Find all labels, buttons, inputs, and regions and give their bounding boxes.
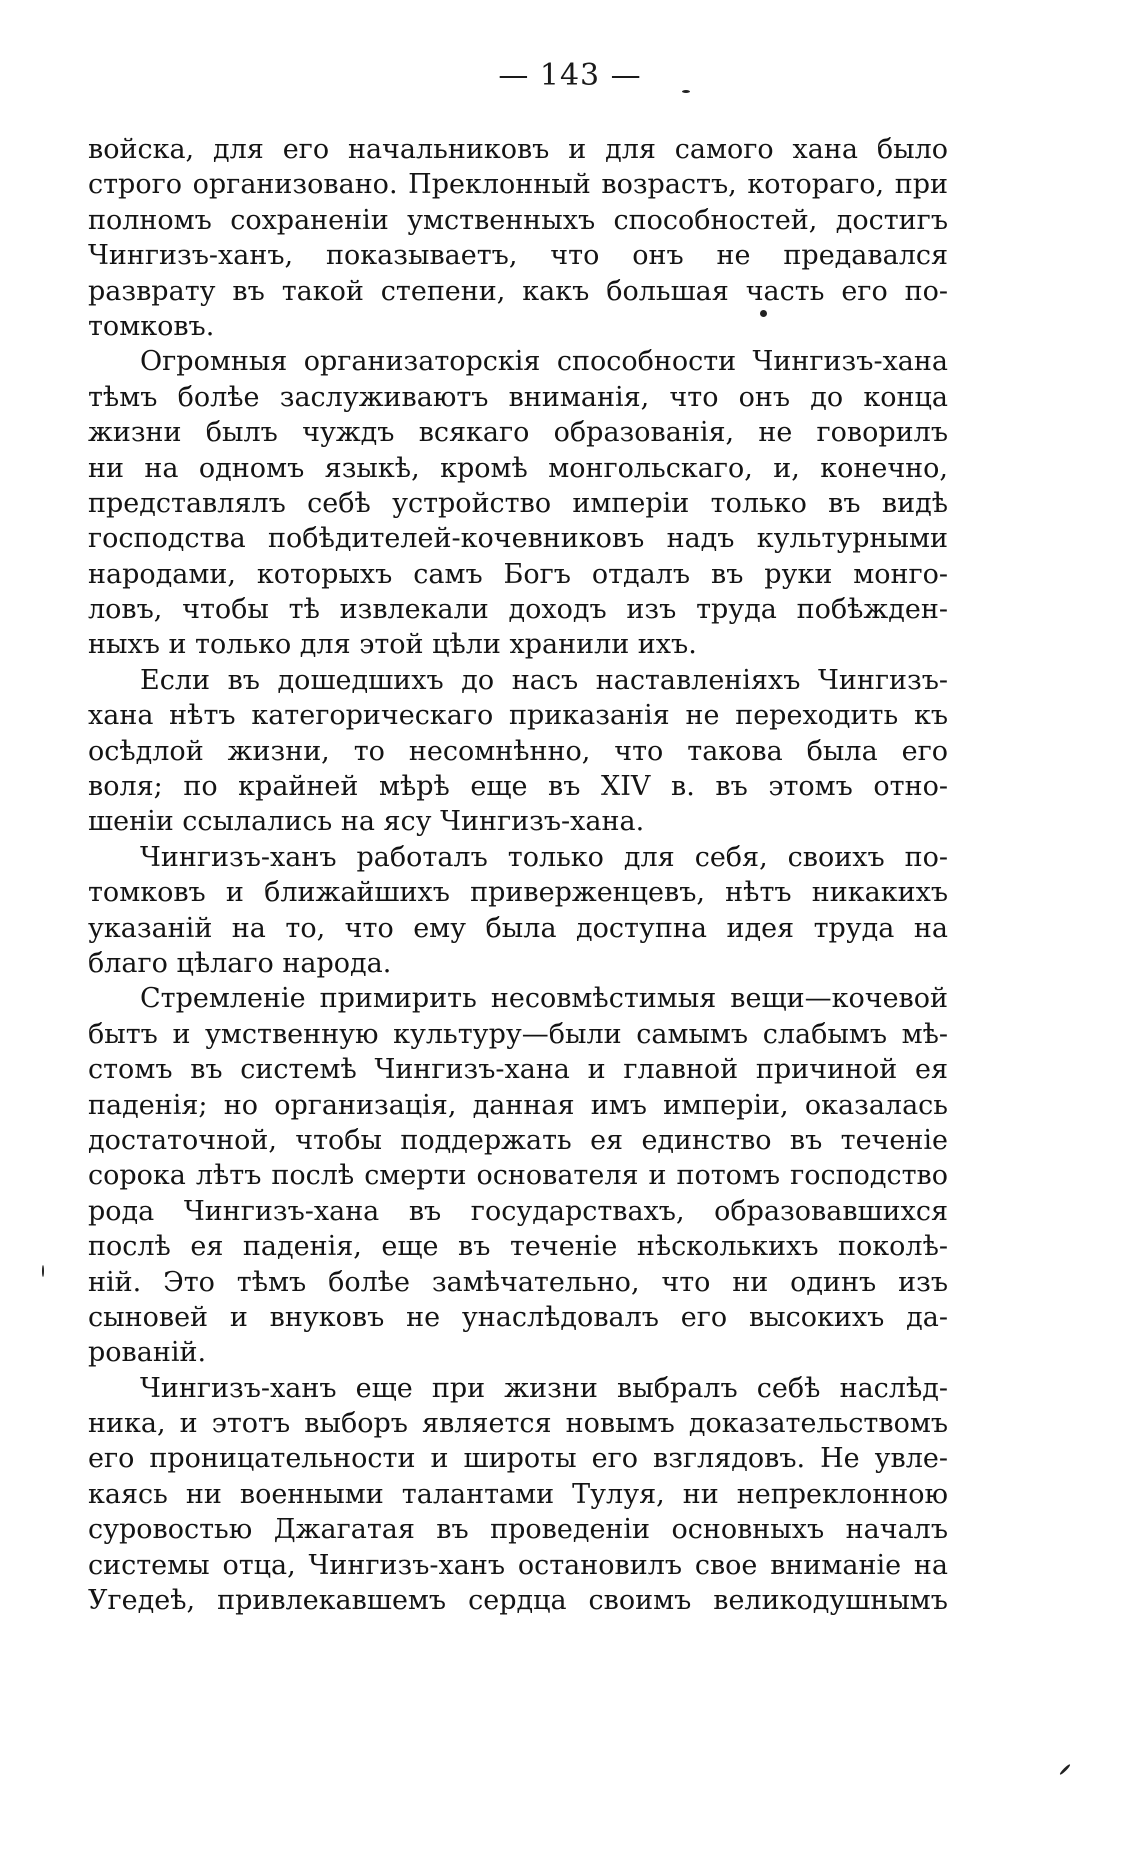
scan-speck <box>42 1265 44 1277</box>
text-line: его проницательности и широты его взглядовъ. Не увле- <box>88 1443 948 1475</box>
text-line: ныхъ и только для этой цѣли хранили ихъ. <box>88 629 697 661</box>
text-line: сорока лѣтъ послѣ смерти основателя и потомъ господство <box>88 1160 948 1192</box>
text-line: указаній на то, что ему была доступна идея труда на <box>88 912 948 944</box>
text-line: послѣ ея паденія, еще въ теченіе нѣсколькихъ поколѣ- <box>88 1231 948 1263</box>
text-line: жизни былъ чуждъ всякаго образованія, не говорилъ <box>88 417 948 449</box>
text-line: господства побѣдителей-кочевниковъ надъ культурными <box>88 523 948 555</box>
text-line: рода Чингизъ-хана въ государствахъ, образовавшихся <box>88 1195 948 1227</box>
text-line: Чингизъ-ханъ, показываетъ, что онъ не предавался <box>88 240 948 272</box>
text-line: Стремленіе примирить несовмѣстимыя вещи—кочевой <box>140 983 948 1015</box>
text-line: ника, и этотъ выборъ является новымъ доказательствомъ <box>88 1408 948 1440</box>
text-line: достаточной, чтобы поддержать ея единство въ теченіе <box>88 1124 948 1156</box>
text-line: хана нѣтъ категорическаго приказанія не переходить къ <box>88 700 948 732</box>
text-line: Чингизъ-ханъ работалъ только для себя, своихъ по- <box>140 841 948 873</box>
text-line: каясь ни военными талантами Тулуя, ни непреклонною <box>88 1478 948 1510</box>
text-line: осѣдлой жизни, то несомнѣнно, что такова была его <box>88 735 948 767</box>
text-line: народами, которыхъ самъ Богъ отдалъ въ руки монго- <box>88 558 948 590</box>
text-line: ловъ, чтобы тѣ извлекали доходъ изъ труда побѣжден- <box>88 594 948 626</box>
text-line: строго организовано. Преклонный возрастъ, котораго, при <box>88 169 948 201</box>
text-line: Если въ дошедшихъ до насъ наставленіяхъ Чингизъ- <box>140 664 948 696</box>
text-line: Огромныя организаторскія способности Чингизъ-хана <box>140 346 948 378</box>
text-line: ній. Это тѣмъ болѣе замѣчательно, что ни одинъ изъ <box>88 1266 948 1298</box>
text-line: шеніи ссылались на ясу Чингизъ-хана. <box>88 806 645 838</box>
text-line: тѣмъ болѣе заслуживаютъ вниманія, что онъ до конца <box>88 381 948 413</box>
scan-speck <box>682 90 690 93</box>
text-line: разврату въ такой степени, какъ большая часть его по- <box>88 275 948 307</box>
text-line: войска, для его начальниковъ и для самого хана было <box>88 134 948 165</box>
text-line: паденія; но организація, данная имъ имперіи, оказалась <box>88 1089 948 1121</box>
text-line: рованій. <box>88 1337 207 1369</box>
text-line: Чингизъ-ханъ еще при жизни выбралъ себѣ наслѣд- <box>140 1372 948 1404</box>
text-line: томковъ. <box>88 310 215 342</box>
scan-speck <box>760 310 767 317</box>
text-line: суровостью Джагатая въ проведеніи основныхъ началъ <box>88 1514 948 1546</box>
text-line: томковъ и ближайшихъ приверженцевъ, нѣтъ никакихъ <box>88 877 948 909</box>
text-line: системы отца, Чингизъ-ханъ остановилъ свое вниманіе на <box>88 1549 948 1581</box>
text-line: бытъ и умственную культуру—были самымъ слабымъ мѣ- <box>88 1018 948 1050</box>
text-line: сыновей и внуковъ не унаслѣдовалъ его высокихъ да- <box>88 1301 948 1333</box>
scan-speck <box>1059 1763 1071 1775</box>
text-line: ни на одномъ языкѣ, кромѣ монгольскаго, и, конечно, <box>88 452 948 484</box>
page-number: — 143 — <box>498 58 642 93</box>
text-line: воля; по крайней мѣрѣ еще въ XIV в. въ этомъ отно- <box>88 771 948 803</box>
text-line: полномъ сохраненіи умственныхъ способностей, достигъ <box>88 204 948 236</box>
text-line: представлялъ себѣ устройство имперіи только въ видѣ <box>88 487 948 519</box>
text-line: Угедеѣ, привлекавшемъ сердца своимъ великодушнымъ <box>88 1585 948 1617</box>
text-line: благо цѣлаго народа. <box>88 947 392 979</box>
text-line: стомъ въ системѣ Чингизъ-хана и главной причиной ея <box>88 1054 948 1086</box>
body-text <box>88 132 948 1618</box>
